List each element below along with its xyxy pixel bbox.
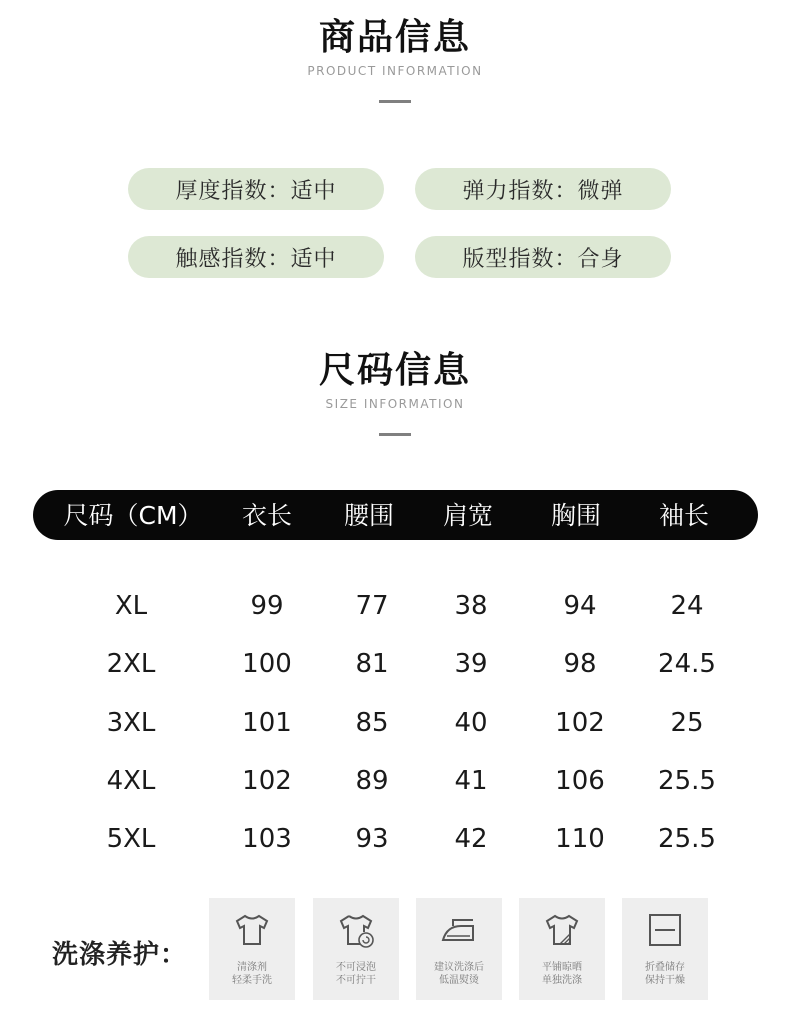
care-text-line1: 清涤剂 [237,962,267,973]
care-text-line1: 折叠储存 [645,962,685,973]
cell-chest: 98 [563,649,597,679]
cell-waist: 93 [355,824,389,854]
cell-sleeve: 25 [670,708,704,738]
iron-icon [439,910,479,950]
product-info-title: 商品信息 [318,17,471,58]
cell-length: 99 [250,591,284,621]
table-row [33,644,758,684]
header-shoulder: 肩宽 [442,501,494,530]
heading-divider [379,433,411,436]
touch-attribute: 触感指数：适中 [128,236,384,278]
cell-chest: 94 [563,591,597,621]
cell-shoulder: 39 [454,649,488,679]
cell-chest: 106 [555,766,605,796]
heading-divider [379,100,411,103]
cell-size: 3XL [106,708,156,738]
fit-attribute: 版型指数：合身 [415,236,671,278]
cell-sleeve: 24 [670,591,704,621]
size-info-title: 尺码信息 [318,350,471,391]
cell-length: 100 [242,649,292,679]
header-chest: 胸围 [550,501,602,530]
flat-dry-icon [542,910,582,950]
size-table-header [33,490,758,540]
product-info-subtitle: PRODUCT INFORMATION [307,64,483,78]
cell-waist: 85 [355,708,389,738]
care-item-hand-wash [209,898,295,1000]
care-text-line2: 轻柔手洗 [232,975,272,986]
care-text-line2: 低温熨烫 [439,975,479,986]
cell-shoulder: 42 [454,824,488,854]
care-item-flat-dry [519,898,605,1000]
cell-sleeve: 24.5 [658,649,716,679]
care-text-line2: 保持干燥 [645,975,685,986]
header-sleeve: 袖长 [658,501,710,530]
cell-sleeve: 25.5 [658,824,716,854]
care-item-no-soak [313,898,399,1000]
table-row [33,819,758,859]
cell-size: 5XL [106,824,156,854]
fold-storage-icon [645,910,685,950]
table-row [33,761,758,801]
table-row [33,703,758,743]
product-info-heading [0,18,790,103]
thickness-attribute: 厚度指数：适中 [128,168,384,210]
size-info-subtitle: SIZE INFORMATION [325,397,465,411]
elasticity-attribute: 弹力指数：微弹 [415,168,671,210]
cell-size: 2XL [106,649,156,679]
cell-size: XL [114,591,148,621]
no-soak-icon [336,910,376,950]
cell-sleeve: 25.5 [658,766,716,796]
cell-waist: 89 [355,766,389,796]
cell-length: 102 [242,766,292,796]
cell-shoulder: 38 [454,591,488,621]
cell-chest: 102 [555,708,605,738]
table-row [33,586,758,626]
cell-chest: 110 [555,824,605,854]
care-text-line1: 平铺晾晒 [542,962,582,973]
cell-waist: 77 [355,591,389,621]
care-item-iron [416,898,502,1000]
header-waist: 腰围 [343,501,395,530]
care-text-line2: 不可拧干 [336,975,376,986]
care-label: 洗涤养护： [52,940,188,970]
cell-size: 4XL [106,766,156,796]
header-size: 尺码（CM） [63,501,203,530]
care-text-line1: 不可浸泡 [336,962,376,973]
cell-length: 101 [242,708,292,738]
care-text-line2: 单独洗涤 [542,975,582,986]
care-item-fold-storage [622,898,708,1000]
cell-shoulder: 40 [454,708,488,738]
cell-shoulder: 41 [454,766,488,796]
care-text-line1: 建议洗涤后 [434,962,484,973]
tshirt-icon [232,910,272,950]
cell-length: 103 [242,824,292,854]
header-length: 衣长 [241,501,293,530]
size-info-heading [0,351,790,436]
cell-waist: 81 [355,649,389,679]
